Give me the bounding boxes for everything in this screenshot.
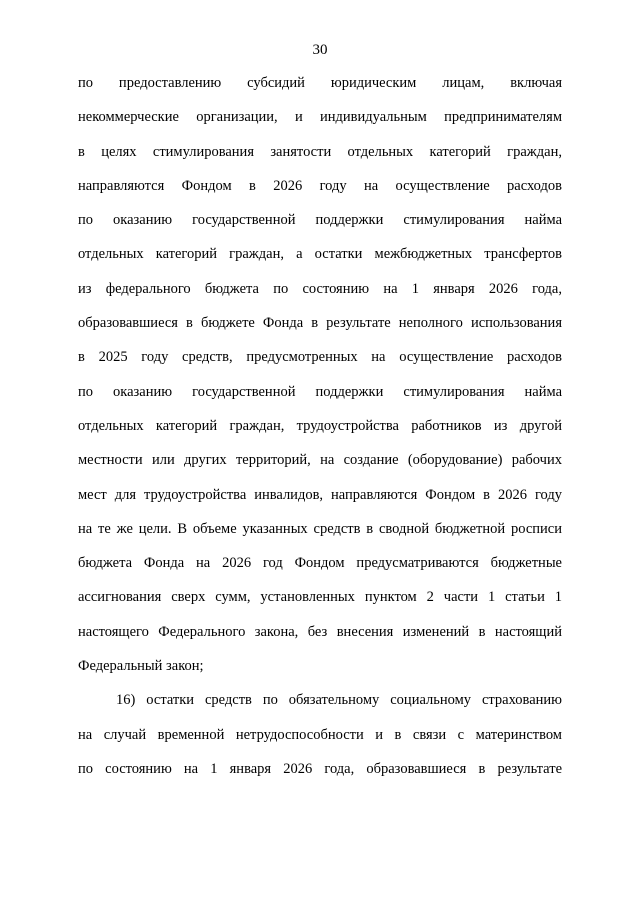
text-line: в целях стимулирования занятости отдельных категорий граждан, bbox=[78, 143, 562, 160]
text-line: отдельных категорий граждан, а остатки межбюджетных трансфертов bbox=[78, 246, 562, 263]
text-line: из федерального бюджета по состоянию на 1 января 2026 года, bbox=[78, 280, 562, 297]
text-line: по оказанию государственной поддержки стимулирования найма bbox=[78, 212, 562, 229]
text-line: на случай временной нетрудоспособности и в связи с материнством bbox=[78, 726, 562, 743]
page-number: 30 bbox=[312, 42, 328, 58]
text-line: мест для трудоустройства инвалидов, направляются Фондом в 2026 году bbox=[78, 486, 562, 503]
text-line: по состоянию на 1 января 2026 года, образовавшиеся в результате bbox=[78, 760, 562, 777]
text-line: по предоставлению субсидий юридическим лицам, включая bbox=[78, 75, 562, 91]
text-line: настоящего Федерального закона, без внесения изменений в настоящий bbox=[78, 623, 562, 640]
text-line-paragraph-start: 16) остатки средств по обязательному социальному страхованию bbox=[116, 692, 562, 709]
text-line: бюджета Фонда на 2026 год Фондом предусматриваются бюджетные bbox=[78, 555, 562, 572]
text-line: по оказанию государственной поддержки стимулирования найма bbox=[78, 383, 562, 400]
text-line: местности или других территорий, на создание (оборудование) рабочих bbox=[78, 452, 562, 469]
text-line: направляются Фондом в 2026 году на осуществление расходов bbox=[78, 177, 562, 194]
text-line: образовавшиеся в бюджете Фонда в результате неполного использования bbox=[78, 315, 562, 332]
document-body bbox=[78, 73, 562, 793]
text-line-paragraph-end: Федеральный закон; bbox=[78, 658, 204, 675]
text-line: ассигнования сверх сумм, установленных пунктом 2 части 1 статьи 1 bbox=[78, 589, 562, 606]
text-line: некоммерческие организации, и индивидуальным предпринимателям bbox=[78, 109, 562, 126]
text-line: отдельных категорий граждан, трудоустройства работников из другой bbox=[78, 417, 562, 434]
text-line: в 2025 году средств, предусмотренных на осуществление расходов bbox=[78, 349, 562, 366]
text-line: на те же цели. В объеме указанных средств в сводной бюджетной росписи bbox=[78, 520, 562, 537]
